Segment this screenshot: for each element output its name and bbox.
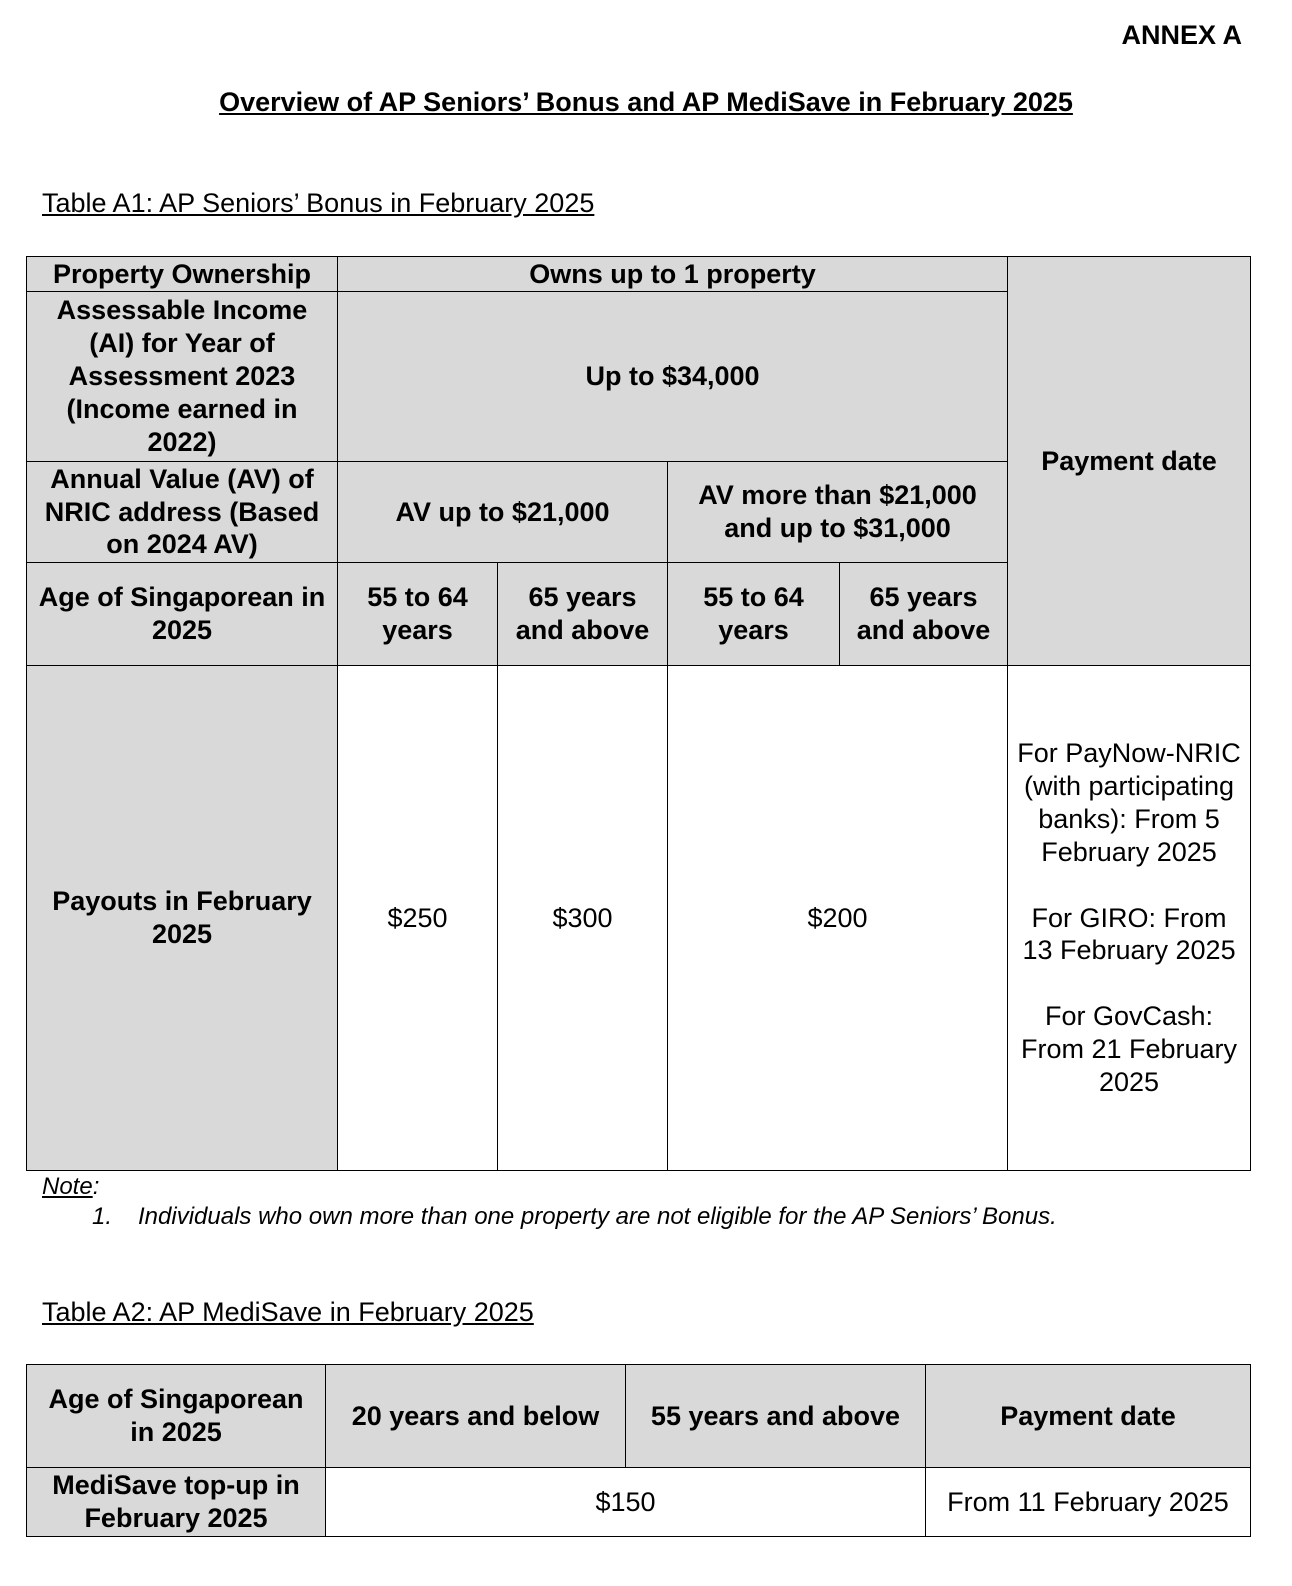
av-band-1: AV up to $21,000 [338,462,668,563]
a2-age-label: Age of Singaporean in 2025 [27,1365,326,1468]
annex-label: ANNEX A [1121,20,1242,50]
annual-value-label: Annual Value (AV) of NRIC address (Based on 2024 AV) [27,462,338,563]
payment-date-govcash: For GovCash: From 21 February 2025 [1020,1001,1238,1098]
table-a1-caption: Table A1: AP Seniors’ Bonus in February 2025 [42,188,595,218]
payment-date-paynow: For PayNow-NRIC (with participating banks): From 5 February 2025 [1017,737,1241,867]
payouts-label: Payouts in February 2025 [27,666,338,1171]
assessable-income-label: Assessable Income (AI) for Year of Assessment 2023 (Income earned in 2022) [27,292,338,462]
age-group-65-above-band2: 65 years and above [840,563,1008,666]
note-block [42,1173,1057,1230]
assessable-income-value: Up to $34,000 [338,292,1008,462]
medisave-topup-value: $150 [326,1468,926,1537]
note-item-number: 1. [92,1203,113,1230]
a1-payment-dates [1008,666,1251,1171]
payment-date-giro: For GIRO: From 13 February 2025 [1022,902,1236,966]
a2-payment-date-header: Payment date [926,1365,1251,1468]
av-band-2: AV more than $21,000 and up to $31,000 [668,462,1008,563]
age-group-55-64-band1: 55 to 64 years [338,563,498,666]
table-a2 [26,1364,1251,1537]
table-a2-caption: Table A2: AP MediSave in February 2025 [42,1297,534,1327]
a1-age-label: Age of Singaporean in 2025 [27,563,338,666]
a1-payment-date-header: Payment date [1008,257,1251,666]
note-item-text: Individuals who own more than one property are not eligible for the AP Seniors’ Bonus. [138,1203,1057,1230]
a2-age-group-55-above: 55 years and above [626,1365,926,1468]
medisave-topup-label: MediSave top-up in February 2025 [27,1468,326,1537]
table-a1 [26,256,1251,1171]
age-group-65-above-band1: 65 years and above [498,563,668,666]
property-ownership-value: Owns up to 1 property [338,257,1008,292]
payout-55-64-band1: $250 [338,666,498,1171]
a2-age-group-20-below: 20 years and below [326,1365,626,1468]
age-group-55-64-band2: 55 to 64 years [668,563,840,666]
note-label: Note [42,1173,93,1200]
medisave-topup-date: From 11 February 2025 [926,1468,1251,1537]
note-item [92,1203,1057,1231]
payout-band2: $200 [668,666,1008,1171]
payout-65-above-band1: $300 [498,666,668,1171]
property-ownership-label: Property Ownership [27,257,338,292]
note-colon: : [92,1173,100,1200]
document-title: Overview of AP Seniors’ Bonus and AP MediSave in February 2025 [219,87,1073,117]
